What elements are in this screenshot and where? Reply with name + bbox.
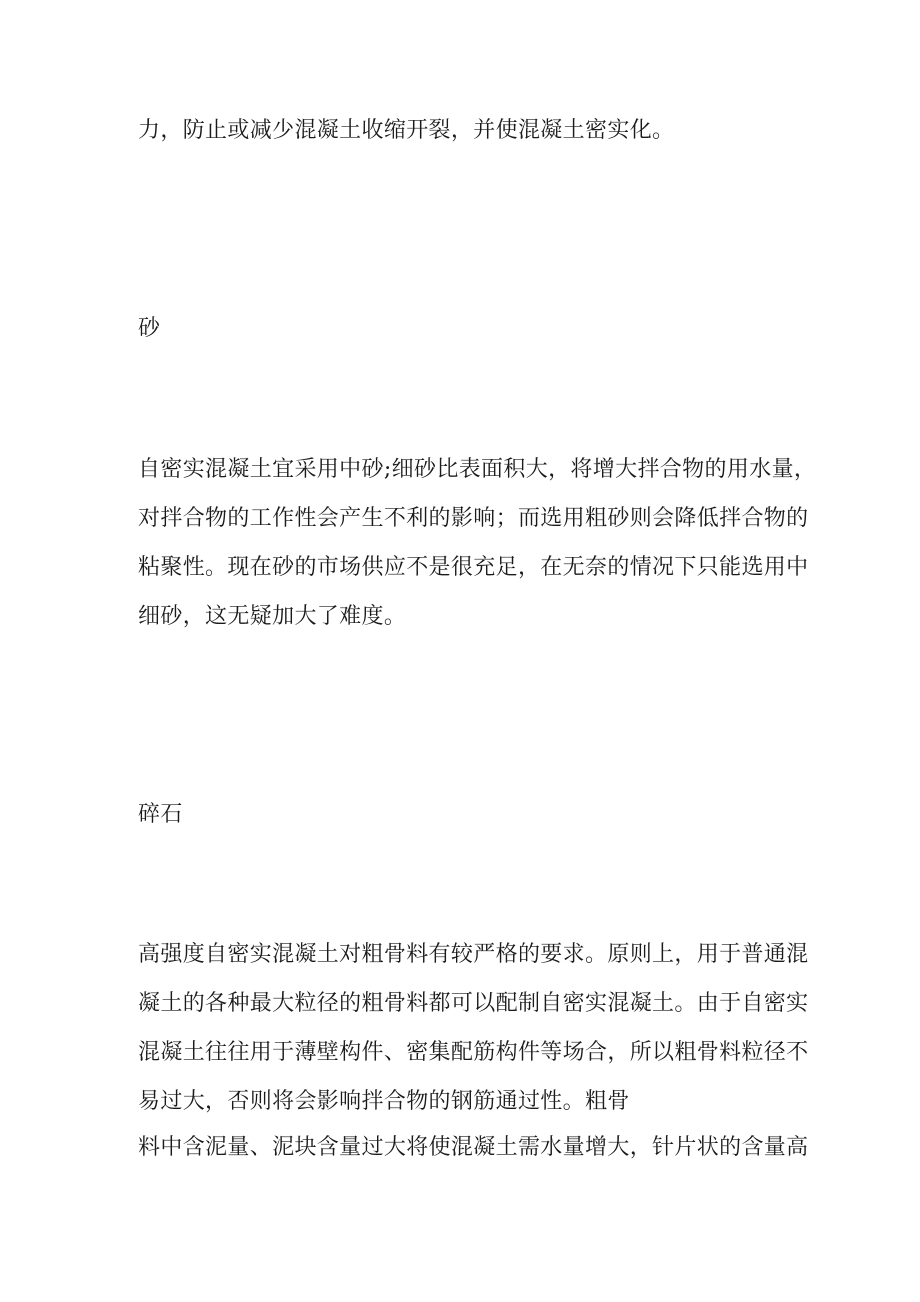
paragraph-line: 混凝土往往用于薄壁构件、密集配筋构件等场合，所以粗骨料粒径不 (138, 1040, 809, 1065)
paragraph-line: 易过大，否则将会影响拌合物的钢筋通过性。粗骨 (138, 1089, 630, 1114)
paragraph-line: 高强度自密实混凝土对粗骨料有较严格的要求。原则上，用于普通混 (138, 942, 809, 967)
paragraph-line: 对拌合物的工作性会产生不利的影响；而选用粗砂则会降低拌合物的 (138, 506, 809, 531)
paragraph-line: 凝土的各种最大粒径的粗骨料都可以配制自密实混凝土。由于自密实 (138, 991, 809, 1016)
paragraph-line: 料中含泥量、泥块含量过大将使混凝土需水量增大，针片状的含量高 (138, 1135, 809, 1160)
paragraph-line: 自密实混凝土宜采用中砂;细砂比表面积大，将增大拌合物的用水量， (138, 457, 817, 482)
intro-line: 力，防止或减少混凝土收缩开裂，并使混凝土密实化。 (138, 118, 675, 143)
paragraph-line: 粘聚性。现在砂的市场供应不是很充足，在无奈的情况下只能选用中 (138, 555, 809, 580)
sand-heading: 砂 (138, 316, 161, 341)
paragraph-line: 细砂，这无疑加大了难度。 (138, 604, 407, 629)
gravel-heading: 碎石 (138, 802, 183, 827)
